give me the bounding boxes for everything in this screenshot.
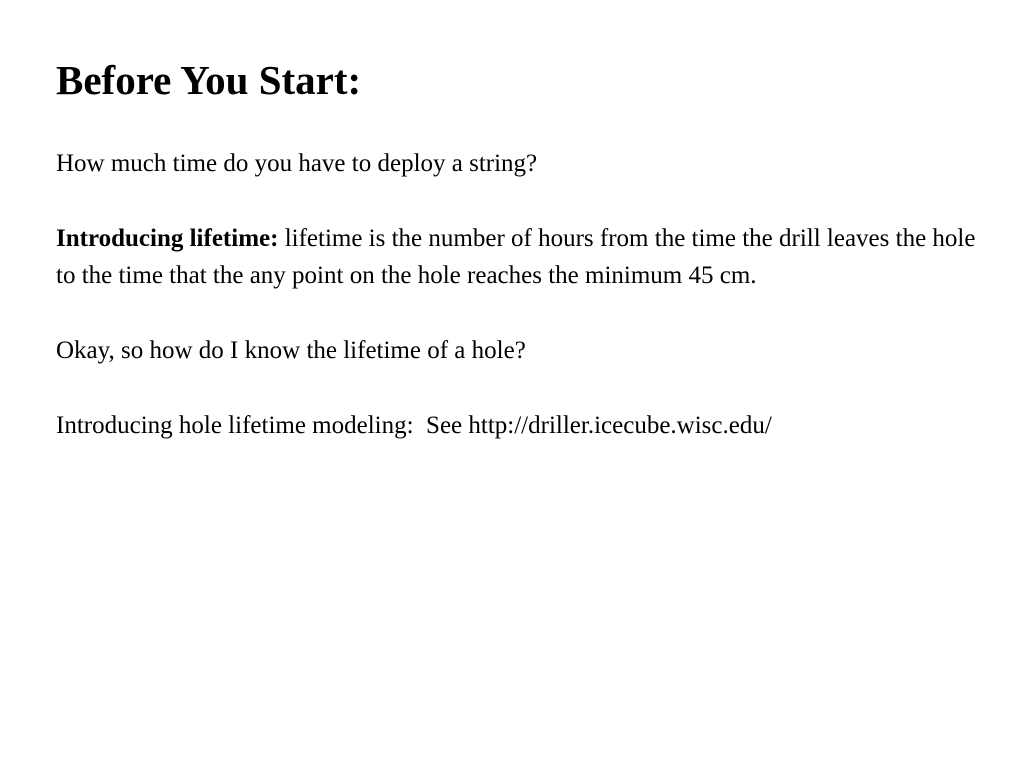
modeling-text: Introducing hole lifetime modeling: See http://driller.icecube.wisc.edu/ [56,412,772,439]
lifetime-paragraph [56,220,976,294]
lifetime-term: Introducing lifetime: [56,225,279,252]
slide-title: Before You Start: [56,57,362,103]
slide-content [56,54,976,444]
followup-question-text: Okay, so how do I know the lifetime of a hole? [56,337,526,364]
question-text: How much time do you have to deploy a string? [56,150,538,177]
lifetime-definition: lifetime is the number of hours from the time the drill leaves the hole to the time that the any point on the hole reaches the minimum 45 cm. [56,225,976,289]
